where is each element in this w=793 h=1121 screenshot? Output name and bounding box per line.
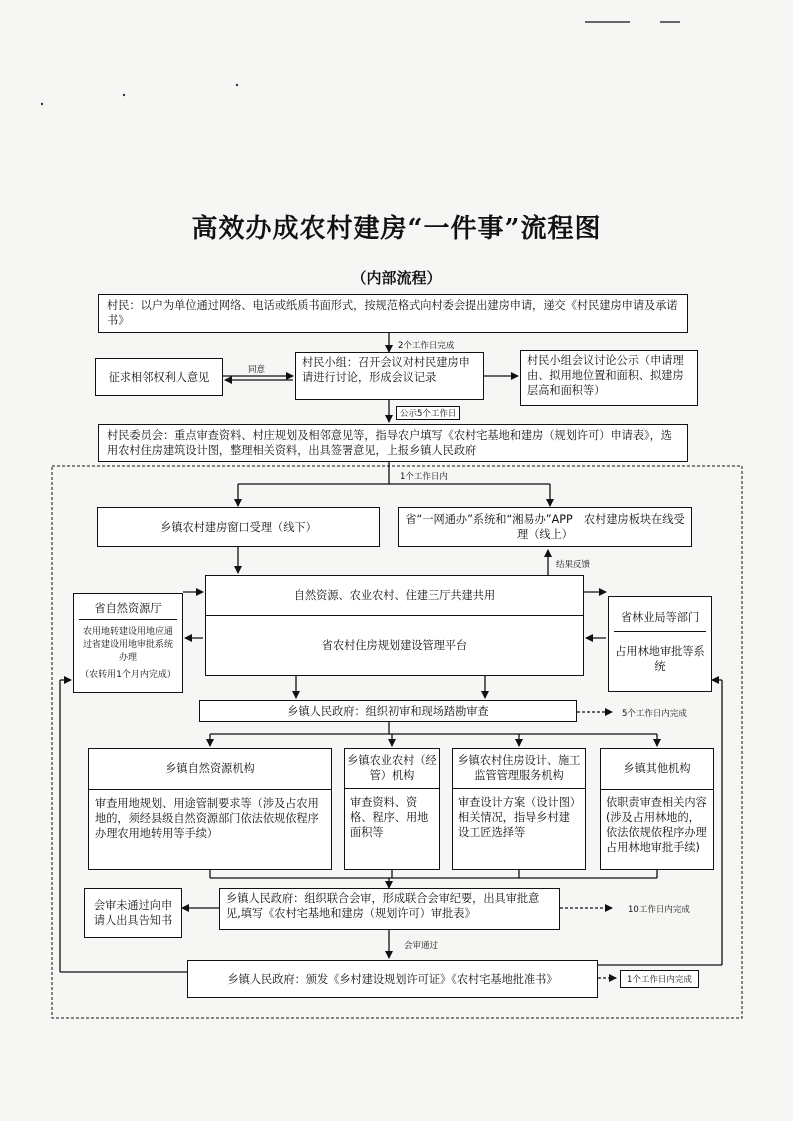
note-agree: 同意 — [248, 365, 266, 375]
offline-window-box: 乡镇农村建房窗口受理（线下） — [97, 507, 380, 547]
town-agri-org-title: 乡镇农业农村（经管）机构 — [345, 749, 439, 789]
online-system-box: 省“一网通办”系统和“湘易办”APP 农村建房板块在线受理（线上） — [398, 507, 692, 547]
town-housing-org-body: 审查设计方案（设计图）相关情况，指导乡村建设工匠选择等 — [458, 796, 576, 839]
note-five-days: 5个工作日内完成 — [622, 709, 687, 719]
note-public-five-days: 公示5个工作日 — [396, 406, 460, 420]
group-publicity-box: 村民小组会议讨论公示（申请理由、拟用地位置和面积、拟建房层高和面积等） — [520, 350, 698, 406]
town-housing-org-box — [452, 748, 586, 870]
town-agri-org-body: 审查资料、资格、程序、用地面积等 — [350, 796, 429, 839]
note-two-days: 2个工作日完成 — [398, 341, 455, 351]
note-one-day-inside: 1个工作日内 — [400, 472, 448, 482]
page-title: 高效办成农村建房“一件事”流程图 — [191, 214, 602, 244]
forestry-dept-box — [608, 596, 712, 692]
provincial-nr-dept-title: 省自然资源厅 — [79, 601, 177, 620]
town-agri-org-box — [344, 748, 440, 870]
villager-apply-box: 村民：以户为单位通过网络、电话或纸质书面形式，按规范格式向村委会提出建房申请，递交《村民建房申请及承诺书》 — [98, 294, 688, 333]
provincial-nr-dept-box — [73, 593, 183, 693]
note-ten-days: 10工作日内完成 — [628, 905, 690, 915]
town-other-org-title: 乡镇其他机构 — [601, 749, 713, 790]
town-housing-org-title: 乡镇农村住房设计、施工监管管理服务机构 — [453, 749, 585, 789]
license-issue-box: 乡镇人民政府：颁发《乡村建设规划许可证》《农村宅基地批准书》 — [187, 960, 598, 998]
platform-bottom: 省农村住房规划建设管理平台 — [321, 639, 468, 652]
platform-top: 自然资源、农业农村、住建三厅共建共用 — [206, 576, 583, 616]
forestry-dept-title: 省林业局等部门 — [614, 610, 706, 632]
town-gov-review-box: 乡镇人民政府：组织初审和现场踏勘审查 — [199, 700, 577, 722]
joint-review-box: 乡镇人民政府：组织联合会审，形成联合会审纪要，出具审批意见,填写《农村宅基地和建房（规划许可）审批表》 — [219, 888, 560, 930]
town-other-org-box — [600, 748, 714, 870]
provincial-nr-dept-body: 农用地转建设用地应通过省建设用地审批系统办理 — [82, 627, 173, 663]
town-nr-org-body: 审查用地规划、用途管制要求等（涉及占农用地的，须经县级自然资源部门依法依规依程序办理农用地转用等手续） — [95, 797, 319, 840]
note-feedback: 结果反馈 — [556, 560, 591, 570]
provincial-nr-dept-note: （农转用1个月内完成） — [80, 670, 176, 680]
town-nr-org-title: 乡镇自然资源机构 — [89, 749, 331, 790]
town-other-org-body: 依职责审查相关内容(涉及占用林地的，依法依规依程序办理占用林地审批手续) — [606, 796, 707, 854]
neighbor-opinion-box: 征求相邻权利人意见 — [95, 358, 223, 396]
note-pass: 会审通过 — [404, 941, 439, 951]
page-subtitle: （内部流程） — [351, 269, 442, 287]
review-fail-box: 会审未通过向申请人出具告知书 — [84, 888, 182, 938]
forestry-dept-body: 占用林地审批等系统 — [615, 645, 705, 673]
village-committee-box: 村民委员会：重点审查资料、村庄规划及相邻意见等，指导农户填写《农村宅基地和建房（规划许可）申请表》，选用农村住房建筑设计图，整理相关资料，出具签署意见，上报乡镇人民政府 — [98, 424, 688, 462]
group-meeting-box: 村民小组：召开会议对村民建房申请进行讨论，形成会议记录 — [295, 352, 484, 400]
platform-box — [205, 575, 584, 676]
town-nr-org-box — [88, 748, 332, 870]
note-one-day-done: 1个工作日内完成 — [620, 970, 699, 988]
